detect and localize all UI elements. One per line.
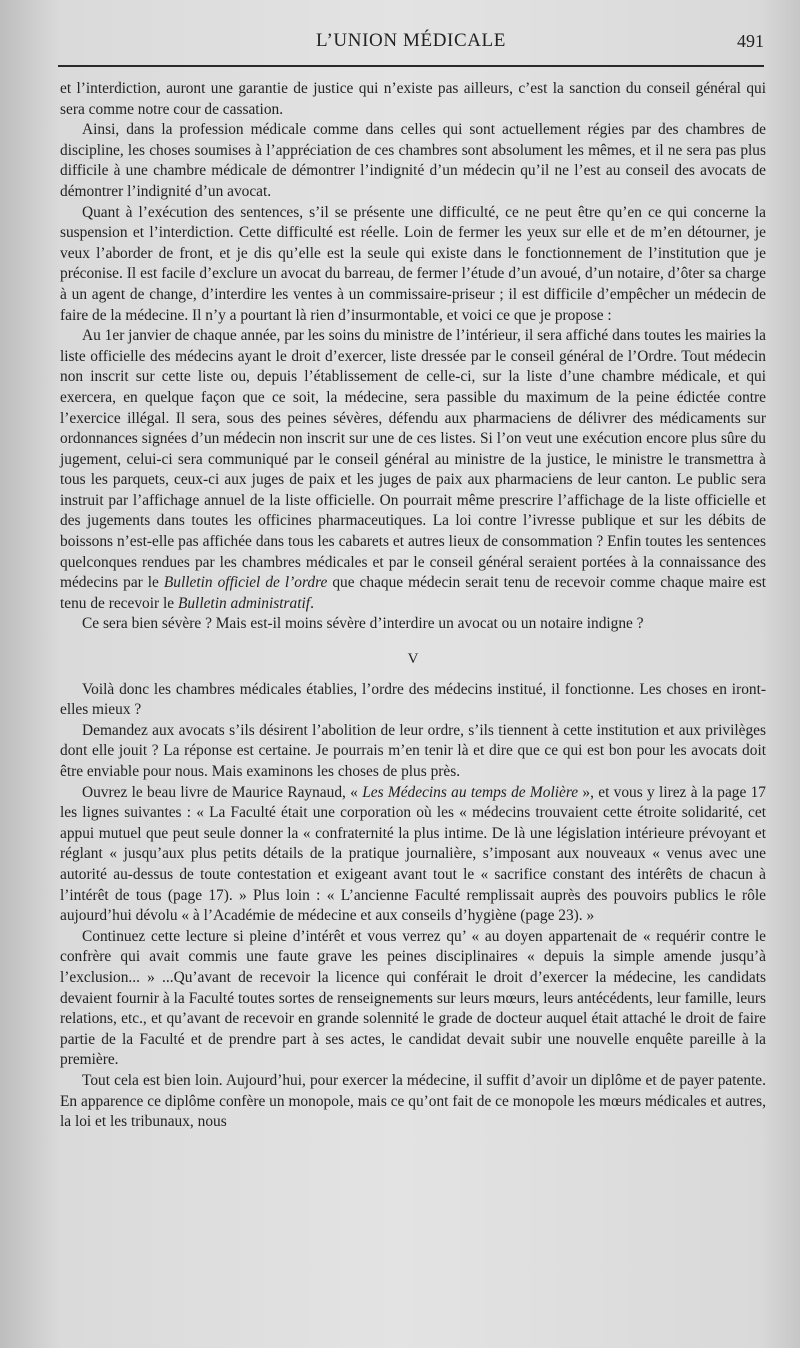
paragraph (60, 326, 766, 614)
paragraph-text: que chaque médecin serait tenu de recevoir comme chaque maire est tenu de recevoir le (60, 574, 766, 612)
quote-open: « (345, 783, 363, 801)
period: . (310, 594, 314, 612)
paragraph-text: Ouvrez le beau livre de Maurice Raynaud, (82, 783, 346, 801)
paragraph: Quant à l’exécution des sentences, s’il se présente une difficulté, ce ne peut être qu’en ce qui concerne la suspension et l’interdiction. Cette difficulté est réelle. Loin de fermer les yeux sur elle et de m’en détourner, je veux l’aborder de front, et je dis qu’elle est la seule qui existe dans le fonctionnement de l’institution que je préconise. Il est facile d’exclure un avocat du barreau, de fermer l’étude d’un avoué, d’un notaire, d’ôter sa charge à un agent de change, d’interdire les ventes à un commissaire-priseur ; il est difficile d’empêcher un médecin de faire de la médecine. Il n’y a pourtant là rien d’insurmontable, et voici ce que je propose : (60, 203, 766, 324)
book-title: Les Médecins au temps de Molière (362, 783, 579, 801)
paragraph: Continuez cette lecture si pleine d’intérêt et vous verrez qu’ « au doyen appartenait de « requérir contre le confrère qui avait commis une faute grave les peines disciplinaires « depuis la simple amende jusqu’à l’exclusion... » ...Qu’avant de recevoir la licence qui conférait le droit d’exercer la médecine, les candidats devaient fournir à la Faculté toutes sortes de renseignements sur leurs mœurs, leurs antécédents, leur famille, leurs relations, etc., et qu’avant de recevoir en grande solennité le grade de docteur auquel était attaché le droit de faire partie de la Faculté et de prendre part à ses actes, le candidat devait subir une nouvelle enquête pareille à la première. (60, 927, 766, 1069)
paragraph: Tout cela est bien loin. Aujourd’hui, pour exercer la médecine, il suffit d’avoir un diplôme et de payer patente. En apparence ce diplôme confère un monopole, mais ce qu’ont fait de ce monopole les mœurs médicales et autres, la loi et les tribunaux, nous (60, 1071, 766, 1131)
paragraph-text: », et vous y lirez à la page 17 les lignes suivantes : « La Faculté était une corporation où les « médecins trouvaient cette étroite solidarité, cet appui mutuel que peut seule donner la « confraternité la plus intime. De là une législation intérieure prévoyant et réglant « jusqu’aux plus petits détails de la pratique journalière, s’imposant aux nouveaux « venus avec une autorité au-dessus de toute contestation et exigeant avant tout le « sacrifice constant des intérêts de chacun à l’intérêt de tous (page 17). » Plus loin : « L’ancienne Faculté remplissait auprès des pouvoirs publics le rôle aujourd’hui dévolu « à l’Académie de médecine et aux conseils d’hygiène (page 23). » (60, 783, 767, 925)
paragraph-text: Au 1er janvier de chaque année, par les soins du ministre de l’intérieur, il sera affiché dans toutes les mairies la liste officielle des médecins ayant le droit d’exercer, liste dressée par le conseil général de l’Ordre. Tout médecin non inscrit sur cette liste ou, depuis l’établissement de celle-ci, sur la liste d’une chambre médicale, et qui exercera, en quelque façon que ce soit, la médecine, sera passible du maximum de la peine édictée contre l’exercice illégal. Il sera, sous des peines sévères, défendu aux pharmaciens de délivrer des médicaments sur ordonnances signées d’un médecin non inscrit sur une de ces listes. Si l’on veut une exécution encore plus sûre du jugement, celui-ci sera communiqué par le conseil général au ministre de la justice, le ministre le transmettra à tous les parquets, ceux-ci aux juges de paix et les juges de paix aux pharmaciens de leur canton. Le public sera instruit par l’affichage annuel de la liste officielle. On pourrait même prescrire l’affichage de la liste officielle et des jugements dans toutes les officines pharmaceutiques. La loi contre l’ivresse publique et sur les débits de boissons n’est-elle pas affichée dans tous les cabarets et autres lieux de consommation ? Enfin toutes les sentences quelconques rendues par les chambres médicales et par le conseil général seraient portées à la connaissance des médecins par le (60, 327, 766, 592)
paragraph: Voilà donc les chambres médicales établies, l’ordre des médecins institué, il fonctionne. Les choses en iront-elles mieux ? (60, 680, 766, 719)
bulletin-administratif-title: Bulletin administratif (177, 594, 311, 612)
paragraph: et l’interdiction, auront une garantie de justice qui n’existe pas ailleurs, c’est la sanction du conseil général qui sera comme notre cour de cassation. (60, 80, 766, 118)
page-number: 491 (737, 31, 764, 51)
paragraph: Ainsi, dans la profession médicale comme dans celles qui sont actuellement régies par des chambres de discipline, les choses soumises à l’appréciation de ces chambres sont absolument les mêmes, et il ne sera pas plus difficile à une chambre médicale de démontrer l’indignité d’un médecin qu’il ne l’est au conseil des avocats de démontrer l’indignité d’un avocat. (60, 121, 766, 200)
paragraph (60, 783, 766, 927)
running-title: L’UNION MÉDICALE (316, 30, 506, 51)
paragraph: Demandez aux avocats s’ils désirent l’abolition de leur ordre, s’ils tiennent à cette institution et aux privilèges dont elle jouit ? La réponse est certaine. Je pourrais m’en tenir là et dire que ce qui est bon pour les avocats doit être enviable pour nous. Mais examinons les choses de plus près. (60, 721, 766, 780)
bulletin-officiel-title: Bulletin officiel de l’ordre (163, 574, 328, 592)
paragraph: Ce sera bien sévère ? Mais est-il moins sévère d’interdire un avocat ou un notaire indigne ? (82, 615, 644, 633)
header-rule (58, 65, 764, 67)
running-head (58, 30, 764, 60)
body-text (60, 79, 766, 1133)
section-numeral: V (407, 651, 419, 668)
